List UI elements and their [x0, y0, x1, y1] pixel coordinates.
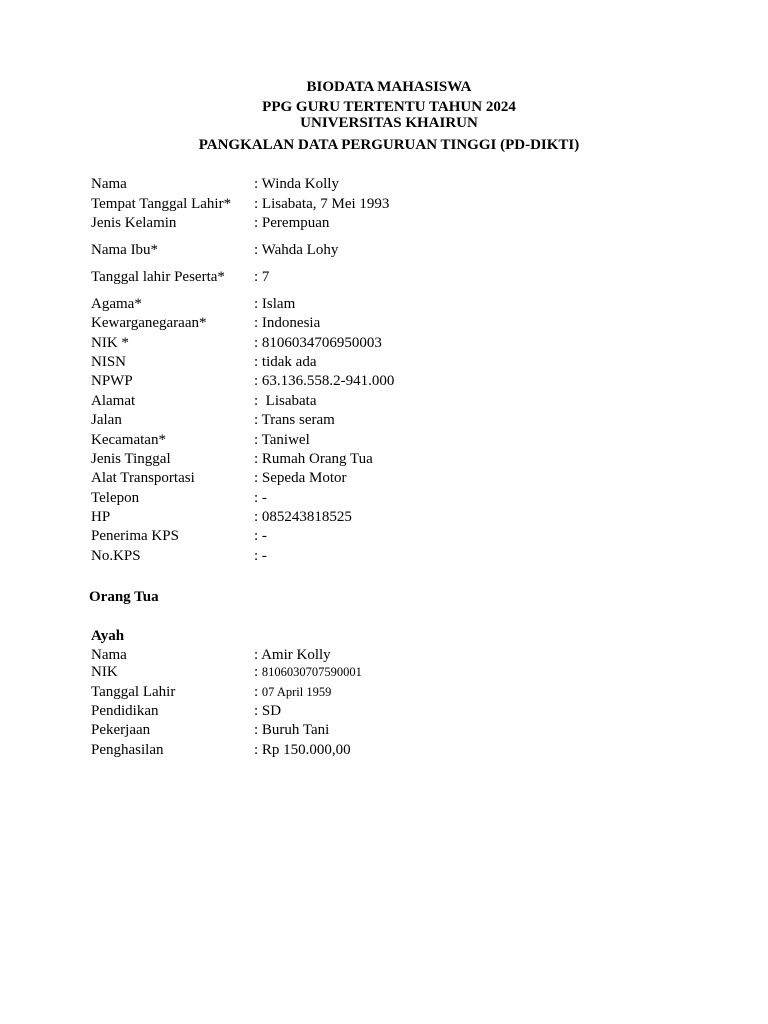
field-value: 8106030707590001	[261, 665, 362, 679]
field-value-group	[254, 663, 362, 681]
field-value: 07 April 1959	[261, 685, 332, 699]
field-label: Nama	[91, 176, 127, 192]
field-value: : -	[254, 490, 267, 506]
field-value: : tidak ada	[254, 354, 317, 370]
field-value: : Lisabata	[254, 393, 317, 409]
field-label: Jalan	[91, 412, 122, 428]
field-value: : Winda Kolly	[254, 176, 339, 192]
field-label: Tempat Tanggal Lahir*	[91, 196, 232, 212]
field-label: Nama Ibu*	[91, 242, 159, 258]
field-label: Kecamatan*	[91, 432, 166, 448]
field-value: : -	[254, 548, 267, 564]
field-label: Alamat	[91, 393, 136, 409]
field-label: NIK *	[91, 335, 129, 351]
field-value: : Sepeda Motor	[254, 470, 347, 486]
field-value: : Rumah Orang Tua	[254, 451, 373, 467]
field-value: : Islam	[254, 296, 296, 312]
field-label: Agama*	[91, 296, 142, 312]
field-label: Alat Transportasi	[91, 470, 195, 486]
field-value: : SD	[254, 703, 282, 719]
title-biodata: BIODATA MAHASISWA	[306, 79, 472, 95]
field-label: Nama	[91, 647, 127, 663]
field-value: : Amir Kolly	[254, 647, 331, 663]
field-colon: :	[254, 684, 259, 700]
field-label: Jenis Kelamin	[91, 215, 177, 231]
field-value-group	[254, 683, 331, 701]
field-label: HP	[91, 509, 111, 525]
field-value: : Indonesia	[254, 315, 321, 331]
field-label: Tanggal Lahir	[91, 684, 176, 700]
field-label: Telepon	[91, 490, 140, 506]
field-value: : Lisabata, 7 Mei 1993	[254, 196, 390, 212]
title-ppg: PPG GURU TERTENTU TAHUN 2024	[262, 99, 516, 115]
field-label: No.KPS	[91, 548, 141, 564]
section-ayah: Ayah	[91, 628, 125, 644]
field-label: Penghasilan	[91, 742, 164, 758]
field-label: NPWP	[91, 373, 133, 389]
title-university: UNIVERSITAS KHAIRUN	[300, 115, 478, 131]
field-value: : Trans seram	[254, 412, 335, 428]
field-value: : Rp 150.000,00	[254, 742, 351, 758]
field-value: : 7	[254, 269, 270, 285]
field-value: : -	[254, 528, 267, 544]
field-label: Penerima KPS	[91, 528, 179, 544]
field-label: Tanggal lahir Peserta*	[91, 269, 225, 285]
field-value: : Wahda Lohy	[254, 242, 339, 258]
field-value: : Buruh Tani	[254, 722, 330, 738]
field-colon: :	[254, 664, 259, 680]
field-label: NIK	[91, 664, 118, 680]
field-value: : Perempuan	[254, 215, 330, 231]
field-value: : 085243818525	[254, 509, 352, 525]
field-label: NISN	[91, 354, 127, 370]
field-label: Kewarganegaraan*	[91, 315, 207, 331]
section-orang-tua: Orang Tua	[89, 589, 159, 605]
field-label: Jenis Tinggal	[91, 451, 171, 467]
field-value: : 8106034706950003	[254, 335, 382, 351]
title-pddikti: PANGKALAN DATA PERGURUAN TINGGI (PD-DIKTI)	[198, 137, 580, 153]
field-value: : Taniwel	[254, 432, 310, 448]
field-label: Pekerjaan	[91, 722, 151, 738]
field-label: Pendidikan	[91, 703, 159, 719]
field-value: : 63.136.558.2-941.000	[254, 373, 395, 389]
